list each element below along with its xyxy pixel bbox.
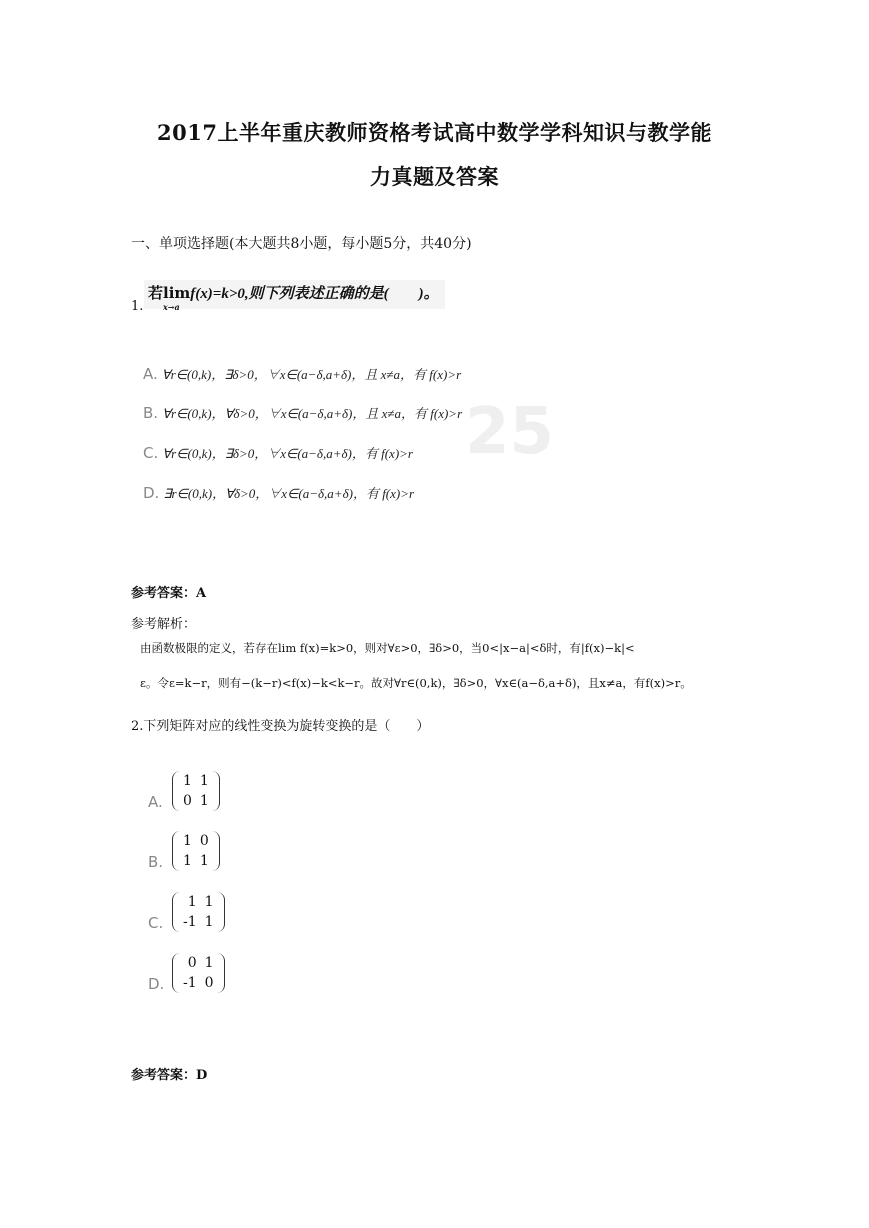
q1-stem bbox=[144, 280, 445, 312]
option-letter: B. bbox=[148, 853, 164, 871]
matrix-cell: 0 bbox=[199, 833, 209, 849]
option-letter: A. bbox=[143, 365, 158, 383]
matrix-cell: -1 bbox=[183, 914, 197, 930]
q1-analysis-line1: 由函数极限的定义，若存在lim f(x)=k>0，则对∀ε>0，∃δ>0，当0<|x−a|<δ时，有|f(x)−k|< bbox=[140, 641, 635, 655]
q2-answer: 参考答案：D bbox=[131, 1068, 208, 1083]
q1-analysis-label: 参考解析： bbox=[131, 617, 197, 632]
option-letter: C. bbox=[148, 914, 164, 932]
q1-number: 1. bbox=[131, 299, 144, 314]
matrix-cell: 1 bbox=[199, 853, 209, 869]
matrix-cell: 1 bbox=[183, 773, 192, 789]
q1-option-d bbox=[143, 483, 414, 502]
watermark-logo: 25 bbox=[465, 395, 555, 469]
matrix-cell: 1 bbox=[199, 793, 209, 809]
option-letter: A. bbox=[148, 793, 163, 811]
matrix-cell: 0 bbox=[204, 975, 214, 991]
matrix-cell: 1 bbox=[204, 894, 214, 910]
q1-answer: 参考答案：A bbox=[131, 586, 207, 601]
option-letter: B. bbox=[143, 404, 159, 422]
document-title-line1: 2017上半年重庆教师资格考试高中数学学科知识与教学能 bbox=[157, 120, 712, 145]
q1-option-a bbox=[143, 364, 461, 383]
q1-option-c bbox=[143, 443, 413, 462]
q1-stem-limit bbox=[163, 284, 191, 312]
document-title-line2: 力真题及答案 bbox=[370, 164, 499, 189]
section-heading: 一、单项选择题(本大题共8小题，每小题5分，共40分) bbox=[131, 236, 472, 252]
option-text: ∀r∈(0,k)，∃δ>0，∀x∈(a−δ,a+δ)，有 f(x)>r bbox=[162, 446, 413, 461]
matrix-cell: 1 bbox=[183, 853, 192, 869]
matrix-cell: 1 bbox=[183, 833, 192, 849]
matrix bbox=[172, 831, 220, 871]
matrix bbox=[172, 953, 225, 993]
option-letter: C. bbox=[143, 444, 159, 462]
option-text: ∀r∈(0,k)，∀δ>0，∀x∈(a−δ,a+δ)，且 x≠a，有 f(x)>r bbox=[162, 406, 463, 421]
q1-stem-prefix: 若 bbox=[148, 284, 164, 302]
q1-option-b bbox=[143, 403, 462, 422]
matrix-cell: 1 bbox=[204, 955, 214, 971]
matrix-cell: 1 bbox=[199, 773, 209, 789]
matrix bbox=[172, 771, 220, 811]
q2-stem: 2.下列矩阵对应的线性变换为旋转变换的是（ ） bbox=[131, 719, 430, 734]
matrix-cell: 0 bbox=[183, 793, 192, 809]
matrix bbox=[172, 892, 225, 932]
q1-analysis-line2: ε。令ε=k−r，则有−(k−r)<f(x)−k<k−r。故对∀r∈(0,k)，∃δ>0，∀x∈(a−δ,a+δ)，且x≠a，有f(x)>r。 bbox=[140, 676, 692, 690]
matrix-cell: 1 bbox=[204, 914, 214, 930]
limit-operator: lim bbox=[163, 284, 191, 302]
q1-stem-rest: f(x)=k>0,则下列表述正确的是( )。 bbox=[190, 286, 439, 302]
option-letter: D. bbox=[148, 975, 165, 993]
option-text: ∀r∈(0,k)，∃δ>0，∀x∈(a−δ,a+δ)，且 x≠a，有 f(x)>r bbox=[161, 367, 462, 382]
limit-subscript: x→a bbox=[163, 302, 180, 312]
matrix-cell: 1 bbox=[187, 894, 197, 910]
matrix-cell: -1 bbox=[183, 975, 197, 991]
option-letter: D. bbox=[143, 484, 160, 502]
option-text: ∃r∈(0,k)，∀δ>0，∀x∈(a−δ,a+δ)，有 f(x)>r bbox=[163, 486, 415, 501]
matrix-cell: 0 bbox=[187, 955, 197, 971]
